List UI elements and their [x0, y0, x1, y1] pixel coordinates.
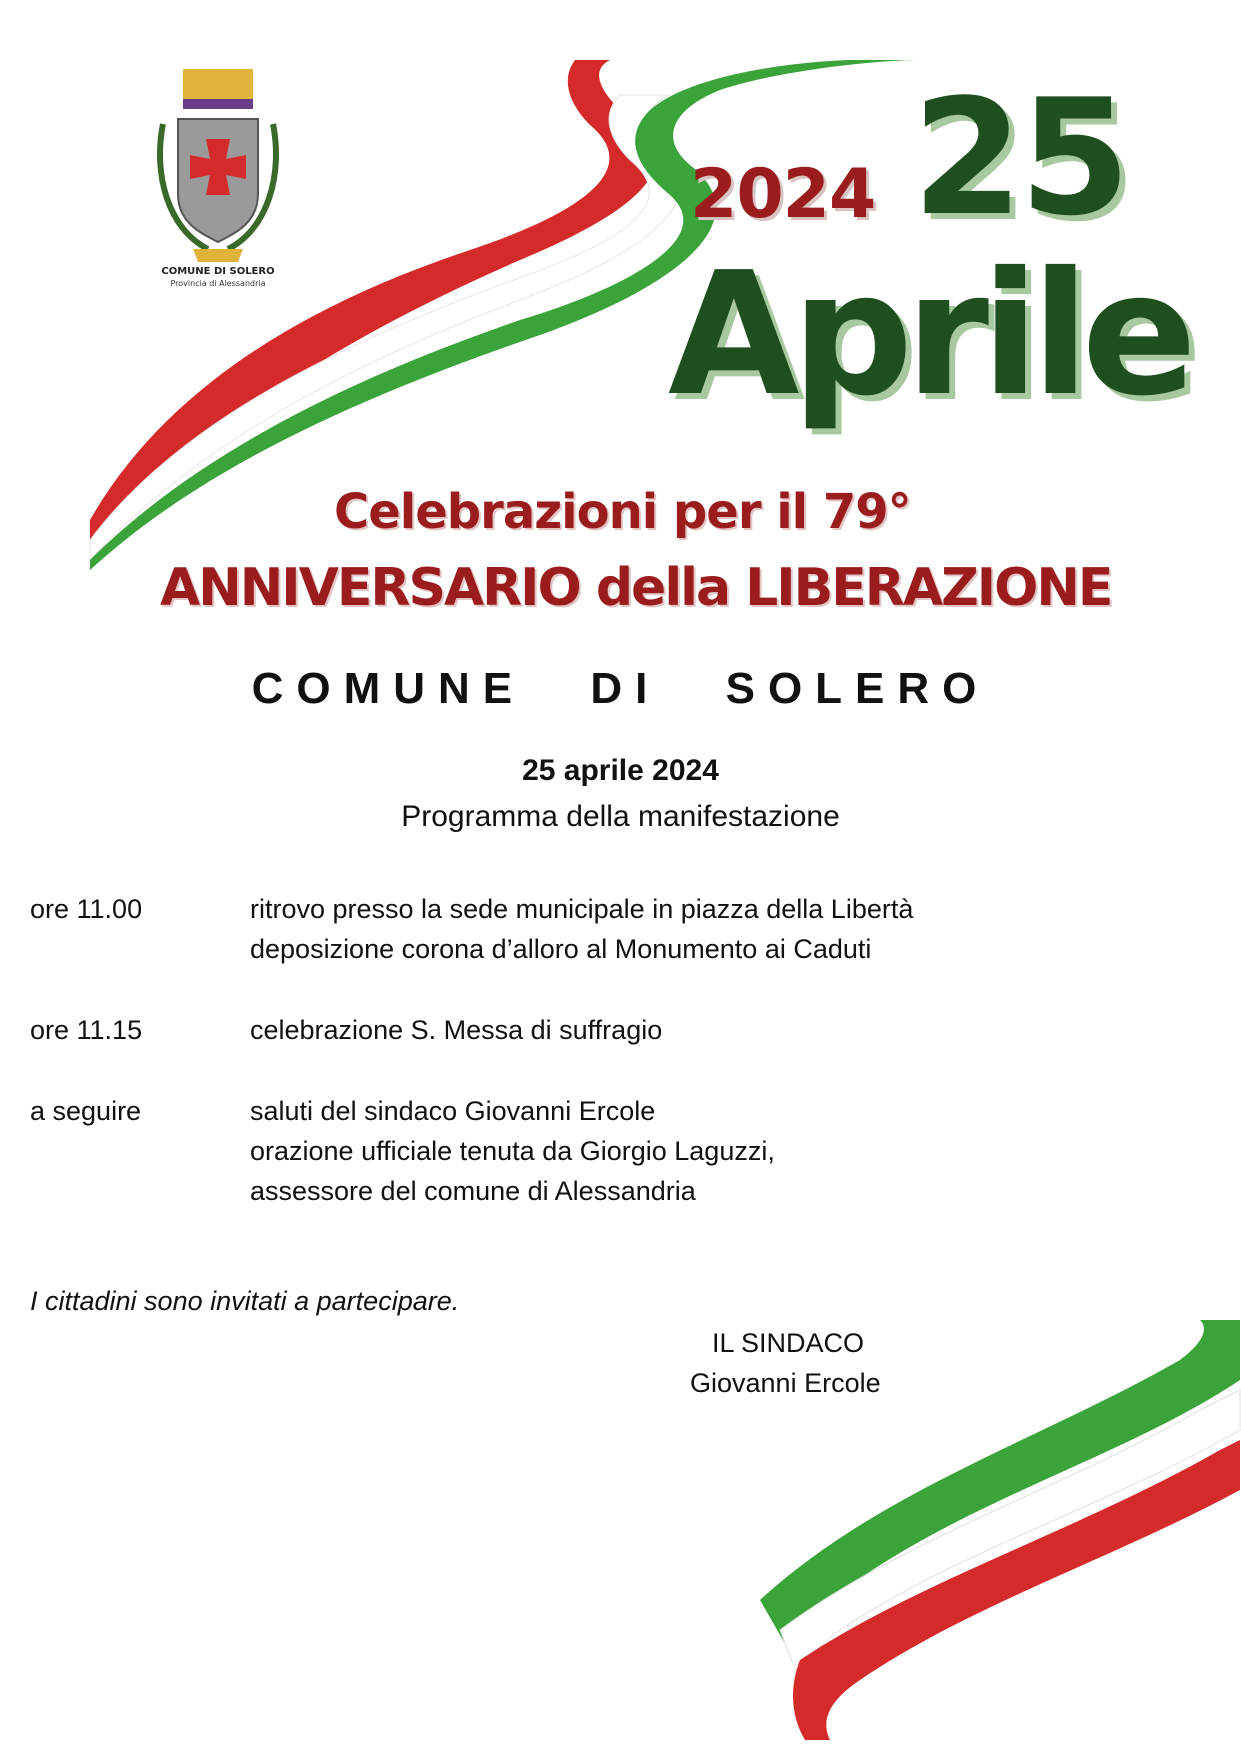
coat-of-arms-logo [138, 64, 298, 289]
schedule-line: saluti del sindaco Giovanni Ercole [250, 1096, 656, 1126]
comune-heading: COMUNE DI SOLERO [251, 664, 990, 713]
banner-day: 25 [912, 64, 1127, 251]
banner-month: Aprile [668, 236, 1189, 434]
schedule-time: a seguire [30, 1096, 142, 1126]
schedule-line: assessore del comune di Alessandria [250, 1176, 696, 1206]
invitation-text: I cittadini sono invitati a partecipare. [30, 1286, 460, 1316]
logo-province: Provincia di Alessandria [170, 279, 266, 288]
sindaco-title: IL SINDACO [712, 1328, 865, 1358]
logo-comune-name: COMUNE DI SOLERO [161, 266, 275, 277]
schedule-line: deposizione corona d’alloro al Monumento ai Caduti [250, 934, 872, 964]
program-title: Programma della manifestazione [401, 800, 840, 833]
schedule-time: ore 11.15 [30, 1015, 143, 1045]
schedule-time: ore 11.00 [30, 894, 143, 924]
tricolore-ribbon-bottom [0, 1300, 1241, 1754]
celebration-line-1: Celebrazioni per il 79° [334, 484, 911, 540]
event-date: 25 aprile 2024 [522, 754, 719, 787]
schedule-line: orazione ufficiale tenuta da Giorgio Laguzzi, [250, 1136, 775, 1166]
schedule-line: celebrazione S. Messa di suffragio [250, 1015, 663, 1045]
sindaco-name: Giovanni Ercole [690, 1368, 881, 1398]
banner-year: 2024 [690, 155, 876, 234]
schedule-line: ritrovo presso la sede municipale in piazza della Libertà [250, 894, 914, 924]
celebration-line-2: ANNIVERSARIO della LIBERAZIONE [160, 558, 1112, 618]
